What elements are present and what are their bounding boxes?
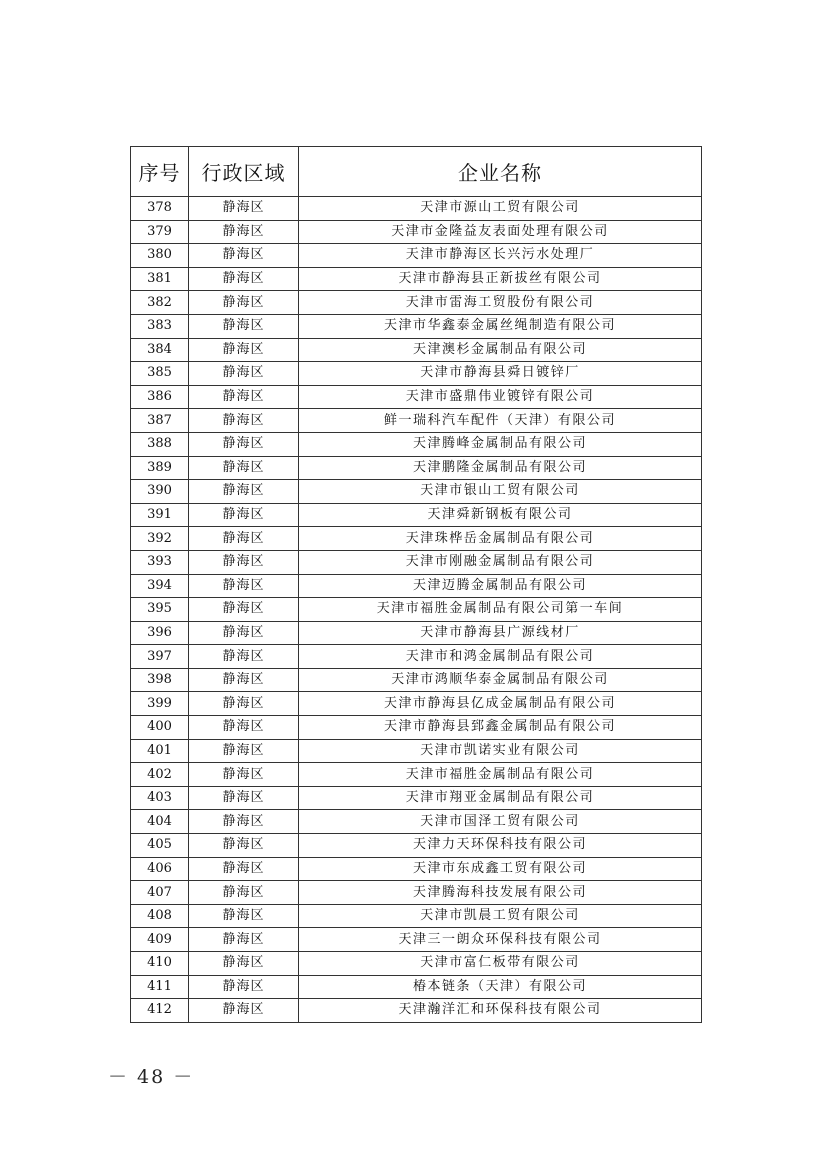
row-company-cell: 天津市雷海工贸股份有限公司 — [299, 291, 702, 315]
row-company-cell: 天津市东成鑫工贸有限公司 — [299, 857, 702, 881]
table-body — [131, 197, 702, 1023]
row-region-cell: 静海区 — [189, 220, 299, 244]
row-company-cell: 天津市国泽工贸有限公司 — [299, 810, 702, 834]
row-region-cell: 静海区 — [189, 362, 299, 386]
row-index-cell: 389 — [131, 456, 189, 480]
row-region-cell: 静海区 — [189, 291, 299, 315]
row-index-cell: 399 — [131, 692, 189, 716]
table-row — [131, 409, 702, 433]
table-row — [131, 645, 702, 669]
row-index-cell: 408 — [131, 904, 189, 928]
table-row — [131, 432, 702, 456]
row-index-cell: 387 — [131, 409, 189, 433]
row-region-cell: 静海区 — [189, 763, 299, 787]
row-region-cell: 静海区 — [189, 952, 299, 976]
table-row — [131, 574, 702, 598]
row-index-cell: 391 — [131, 503, 189, 527]
table-row — [131, 786, 702, 810]
row-index-cell: 382 — [131, 291, 189, 315]
row-region-cell: 静海区 — [189, 881, 299, 905]
page-number: － 48 － — [108, 1066, 195, 1088]
row-region-cell: 静海区 — [189, 527, 299, 551]
row-region-cell: 静海区 — [189, 645, 299, 669]
table-row — [131, 928, 702, 952]
table-header-row — [131, 147, 702, 197]
table-row — [131, 503, 702, 527]
row-index-cell: 394 — [131, 574, 189, 598]
row-index-cell: 381 — [131, 267, 189, 291]
row-company-cell: 天津舜新钢板有限公司 — [299, 503, 702, 527]
row-region-cell: 静海区 — [189, 503, 299, 527]
table-row — [131, 857, 702, 881]
row-company-cell: 天津市福胜金属制品有限公司第一车间 — [299, 598, 702, 622]
row-company-cell: 天津市银山工贸有限公司 — [299, 480, 702, 504]
row-index-cell: 410 — [131, 952, 189, 976]
table-row — [131, 550, 702, 574]
row-region-cell: 静海区 — [189, 975, 299, 999]
row-index-cell: 406 — [131, 857, 189, 881]
row-region-cell: 静海区 — [189, 739, 299, 763]
header-index: 序号 — [131, 147, 189, 197]
row-index-cell: 385 — [131, 362, 189, 386]
table-row — [131, 197, 702, 221]
row-company-cell: 天津市静海县郅鑫金属制品有限公司 — [299, 716, 702, 740]
table-row — [131, 999, 702, 1023]
row-company-cell: 天津迈腾金属制品有限公司 — [299, 574, 702, 598]
row-company-cell: 天津市源山工贸有限公司 — [299, 197, 702, 221]
row-company-cell: 天津澳杉金属制品有限公司 — [299, 338, 702, 362]
row-region-cell: 静海区 — [189, 621, 299, 645]
row-region-cell: 静海区 — [189, 692, 299, 716]
table-row — [131, 881, 702, 905]
enterprise-list-table — [130, 146, 702, 1023]
row-company-cell: 天津腾峰金属制品有限公司 — [299, 432, 702, 456]
row-region-cell: 静海区 — [189, 244, 299, 268]
row-index-cell: 395 — [131, 598, 189, 622]
row-index-cell: 404 — [131, 810, 189, 834]
row-index-cell: 409 — [131, 928, 189, 952]
row-index-cell: 384 — [131, 338, 189, 362]
row-index-cell: 380 — [131, 244, 189, 268]
table-row — [131, 668, 702, 692]
row-company-cell: 天津市鸿顺华泰金属制品有限公司 — [299, 668, 702, 692]
table-row — [131, 810, 702, 834]
row-company-cell: 天津市凯晨工贸有限公司 — [299, 904, 702, 928]
table-row — [131, 716, 702, 740]
row-region-cell: 静海区 — [189, 197, 299, 221]
table-row — [131, 338, 702, 362]
row-index-cell: 390 — [131, 480, 189, 504]
row-region-cell: 静海区 — [189, 314, 299, 338]
row-company-cell: 天津市静海县亿成金属制品有限公司 — [299, 692, 702, 716]
table-row — [131, 385, 702, 409]
table-row — [131, 314, 702, 338]
row-company-cell: 天津市福胜金属制品有限公司 — [299, 763, 702, 787]
table-row — [131, 527, 702, 551]
table-row — [131, 739, 702, 763]
enterprise-list-table-container — [130, 146, 701, 1023]
row-company-cell: 椿本链条（天津）有限公司 — [299, 975, 702, 999]
header-region: 行政区域 — [189, 147, 299, 197]
table-row — [131, 621, 702, 645]
table-row — [131, 220, 702, 244]
row-region-cell: 静海区 — [189, 668, 299, 692]
row-company-cell: 天津市华鑫泰金属丝绳制造有限公司 — [299, 314, 702, 338]
table-row — [131, 456, 702, 480]
row-region-cell: 静海区 — [189, 385, 299, 409]
row-index-cell: 407 — [131, 881, 189, 905]
row-index-cell: 400 — [131, 716, 189, 740]
row-company-cell: 天津市静海县广源线材厂 — [299, 621, 702, 645]
row-region-cell: 静海区 — [189, 480, 299, 504]
row-index-cell: 388 — [131, 432, 189, 456]
row-index-cell: 396 — [131, 621, 189, 645]
row-company-cell: 天津瀚洋汇和环保科技有限公司 — [299, 999, 702, 1023]
row-region-cell: 静海区 — [189, 786, 299, 810]
row-company-cell: 天津市富仁板带有限公司 — [299, 952, 702, 976]
row-index-cell: 411 — [131, 975, 189, 999]
row-region-cell: 静海区 — [189, 598, 299, 622]
row-region-cell: 静海区 — [189, 574, 299, 598]
row-company-cell: 天津市盛鼎伟业镀锌有限公司 — [299, 385, 702, 409]
row-company-cell: 天津市刚融金属制品有限公司 — [299, 550, 702, 574]
row-index-cell: 386 — [131, 385, 189, 409]
table-row — [131, 904, 702, 928]
row-index-cell: 383 — [131, 314, 189, 338]
row-index-cell: 397 — [131, 645, 189, 669]
row-company-cell: 天津市静海县正新拔丝有限公司 — [299, 267, 702, 291]
row-region-cell: 静海区 — [189, 810, 299, 834]
table-row — [131, 244, 702, 268]
row-region-cell: 静海区 — [189, 432, 299, 456]
row-company-cell: 天津市静海县舜日镀锌厂 — [299, 362, 702, 386]
row-region-cell: 静海区 — [189, 857, 299, 881]
row-company-cell: 天津市翔亚金属制品有限公司 — [299, 786, 702, 810]
table-row — [131, 480, 702, 504]
row-index-cell: 379 — [131, 220, 189, 244]
row-region-cell: 静海区 — [189, 999, 299, 1023]
table-row — [131, 975, 702, 999]
row-index-cell: 402 — [131, 763, 189, 787]
header-company: 企业名称 — [299, 147, 702, 197]
table-row — [131, 763, 702, 787]
row-company-cell: 天津腾海科技发展有限公司 — [299, 881, 702, 905]
table-row — [131, 267, 702, 291]
row-region-cell: 静海区 — [189, 834, 299, 858]
table-row — [131, 952, 702, 976]
row-company-cell: 天津市凯诺实业有限公司 — [299, 739, 702, 763]
row-region-cell: 静海区 — [189, 904, 299, 928]
row-index-cell: 393 — [131, 550, 189, 574]
row-index-cell: 401 — [131, 739, 189, 763]
row-index-cell: 392 — [131, 527, 189, 551]
row-index-cell: 398 — [131, 668, 189, 692]
row-company-cell: 天津市金隆益友表面处理有限公司 — [299, 220, 702, 244]
row-index-cell: 403 — [131, 786, 189, 810]
table-row — [131, 692, 702, 716]
table-row — [131, 834, 702, 858]
row-company-cell: 天津鹏隆金属制品有限公司 — [299, 456, 702, 480]
row-region-cell: 静海区 — [189, 928, 299, 952]
row-index-cell: 378 — [131, 197, 189, 221]
row-region-cell: 静海区 — [189, 267, 299, 291]
row-region-cell: 静海区 — [189, 409, 299, 433]
row-company-cell: 天津珠桦岳金属制品有限公司 — [299, 527, 702, 551]
table-row — [131, 291, 702, 315]
row-company-cell: 鲜一瑞科汽车配件（天津）有限公司 — [299, 409, 702, 433]
row-index-cell: 405 — [131, 834, 189, 858]
row-region-cell: 静海区 — [189, 550, 299, 574]
row-region-cell: 静海区 — [189, 338, 299, 362]
row-company-cell: 天津三一朗众环保科技有限公司 — [299, 928, 702, 952]
table-row — [131, 598, 702, 622]
row-company-cell: 天津市和鸿金属制品有限公司 — [299, 645, 702, 669]
row-company-cell: 天津市静海区长兴污水处理厂 — [299, 244, 702, 268]
row-region-cell: 静海区 — [189, 716, 299, 740]
row-index-cell: 412 — [131, 999, 189, 1023]
row-region-cell: 静海区 — [189, 456, 299, 480]
row-company-cell: 天津力天环保科技有限公司 — [299, 834, 702, 858]
table-row — [131, 362, 702, 386]
